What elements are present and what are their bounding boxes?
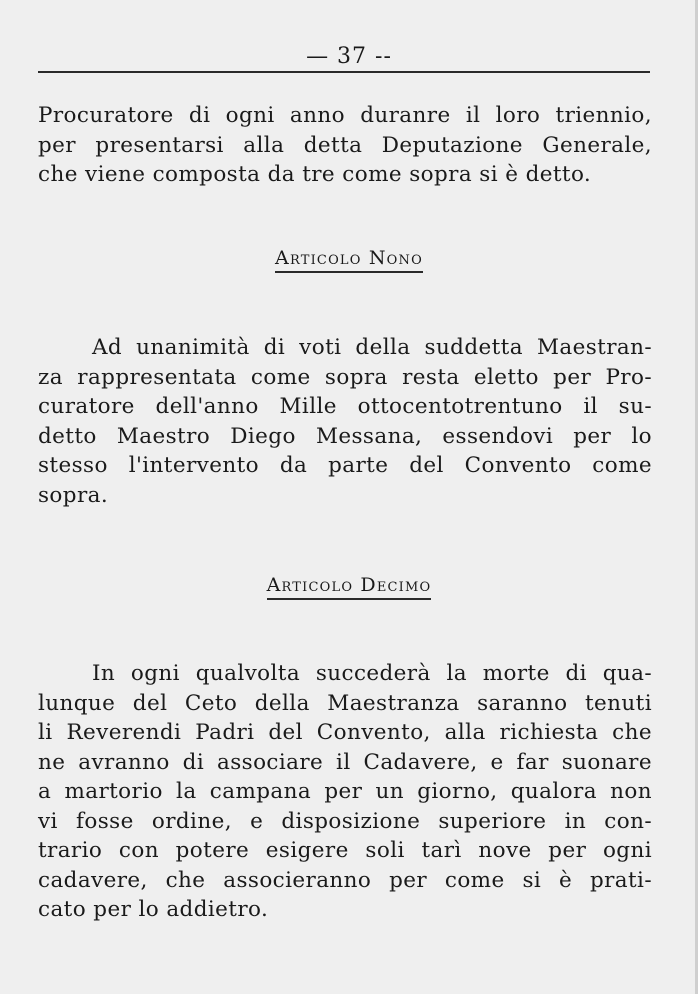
text-line: stesso l'intervento da parte del Convento come <box>38 453 652 478</box>
text-line: Procuratore di ogni anno duranre il loro triennio, <box>38 103 652 128</box>
text-line: che viene composta da tre come sopra si è detto. <box>38 162 592 187</box>
text-line: sopra. <box>38 482 109 508</box>
page-number: — 37 -- <box>306 44 392 69</box>
text-line: ne avranno di associare il Cadavere, e far suonare <box>38 749 652 775</box>
article-heading-text: Articolo Nono <box>275 247 423 273</box>
article-body-nono <box>38 333 652 510</box>
text-line: cato per lo addietro. <box>38 897 269 922</box>
text-line: a martorio la campana per un giorno, qualora non <box>38 779 652 804</box>
header-rule <box>38 71 650 73</box>
article-heading-decimo <box>0 574 698 600</box>
text-line: vi fosse ordine, e disposizione superiore in con- <box>38 808 652 834</box>
text-line: li Reverendi Padri del Convento, alla richiesta che <box>38 720 652 745</box>
text-line: za rappresentata come sopra resta eletto per Pro- <box>38 364 652 390</box>
article-heading-text: Articolo Decimo <box>267 574 432 600</box>
text-line: per presentarsi alla detta Deputazione Generale, <box>38 132 652 158</box>
text-line: lunque del Ceto della Maestranza saranno tenuti <box>38 690 652 716</box>
text-line: In ogni qualvolta succederà la morte di qua- <box>92 661 652 686</box>
text-line: cadavere, che associeranno per come si è prati- <box>38 867 652 893</box>
text-line: detto Maestro Diego Messana, essendovi per lo <box>38 423 652 449</box>
text-line: trario con potere esigere soli tarì nove per ogni <box>38 838 652 863</box>
paragraph-continuation <box>38 101 652 190</box>
article-heading-nono <box>0 247 698 273</box>
text-line: Ad unanimità di voti della suddetta Maestran- <box>92 335 652 360</box>
text-line: curatore dell'anno Mille ottocentotrentuno il su- <box>38 394 652 419</box>
article-body-decimo <box>38 659 652 925</box>
